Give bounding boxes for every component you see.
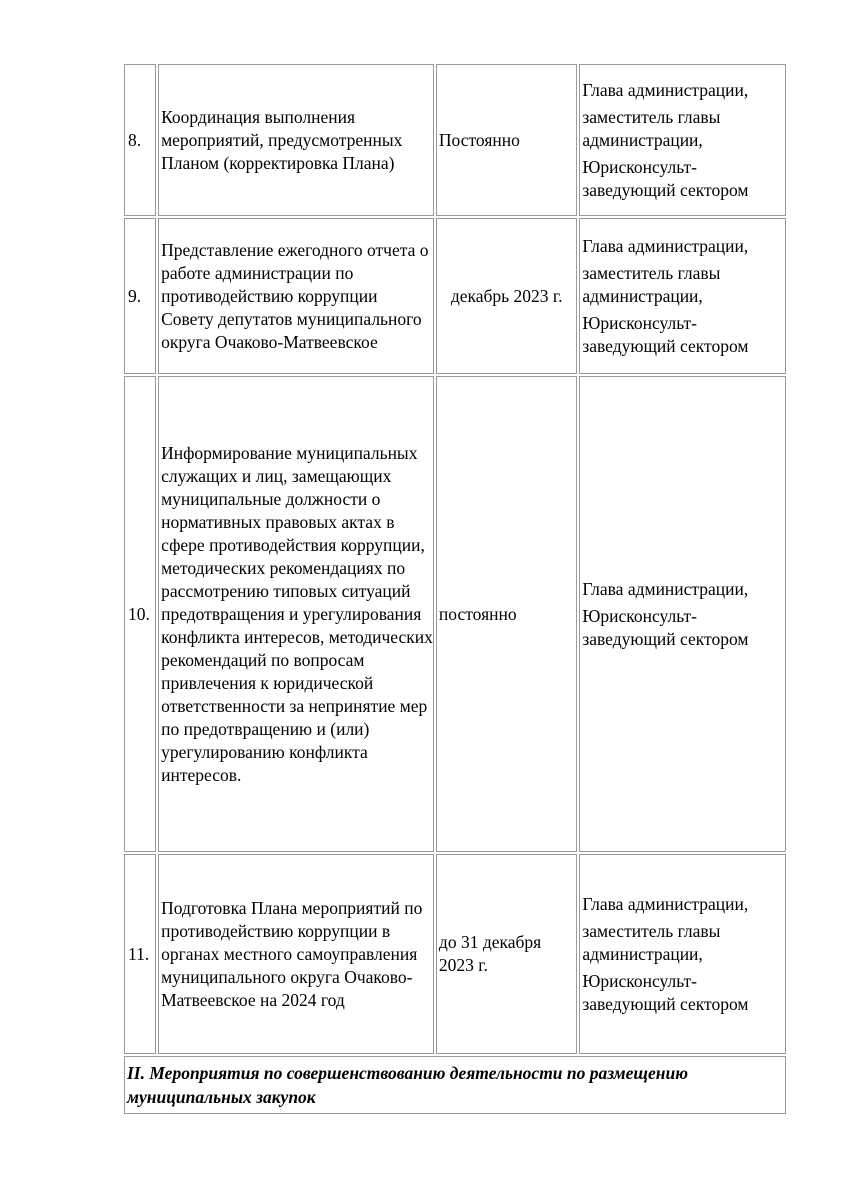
table-row bbox=[124, 218, 786, 374]
table-row bbox=[124, 854, 786, 1054]
section-heading-row bbox=[124, 1056, 786, 1114]
activity-cell bbox=[158, 854, 434, 1054]
responsible-line: Глава администрации, bbox=[582, 893, 749, 914]
responsible-line: Глава администрации, bbox=[582, 79, 749, 100]
responsible-line: заместитель главы администрации, bbox=[582, 262, 721, 306]
responsible-line: заместитель главы администрации, bbox=[582, 920, 721, 964]
row-number: 11. bbox=[128, 943, 150, 964]
row-number-cell bbox=[124, 854, 156, 1054]
row-number-cell bbox=[124, 64, 156, 216]
row-number-cell bbox=[124, 376, 156, 852]
row-number: 8. bbox=[128, 129, 142, 150]
responsible-line: Юрисконсульт-заведующий сектором bbox=[582, 156, 749, 200]
term-cell bbox=[436, 218, 577, 374]
row-number-cell bbox=[124, 218, 156, 374]
activity-description: Представление ежегодного отчета о работе администрации по противодействию коррупции Совету депутатов муниципального округа Очаково-Матвеевское bbox=[161, 239, 429, 352]
activity-description: Координация выполнения мероприятий, предусмотренных Планом (корректировка Плана) bbox=[161, 106, 403, 173]
responsible-line: Глава администрации, bbox=[582, 235, 749, 256]
responsible-line: Юрисконсульт-заведующий сектором bbox=[582, 970, 749, 1014]
term-text: до 31 декабря 2023 г. bbox=[438, 932, 542, 975]
term-text: декабрь 2023 г. bbox=[450, 285, 563, 306]
term-text: постоянно bbox=[438, 603, 517, 624]
activity-cell bbox=[158, 376, 434, 852]
activity-cell bbox=[158, 64, 434, 216]
table-row bbox=[124, 376, 786, 852]
activity-cell bbox=[158, 218, 434, 374]
responsible-line: Юрисконсульт-заведующий сектором bbox=[582, 312, 749, 356]
activity-description: Информирование муниципальных служащих и лиц, замещающих муниципальные должности о нормативных правовых актах в сфере противодействия коррупции, методических рекомендациях по рассмотрению типовых ситуаций предотвращения и урегулирования конфликта интересов, методических рекомендаций по вопросам привлечения к юридической ответственности за непринятие мер по предотвращению и (или) урегулированию конфликта интересов. bbox=[161, 442, 433, 785]
responsible-line: Глава администрации, bbox=[582, 578, 749, 599]
row-number: 10. bbox=[128, 603, 150, 624]
term-cell bbox=[436, 854, 577, 1054]
responsible-cell bbox=[579, 218, 786, 374]
anticorruption-plan-table bbox=[122, 62, 788, 1116]
term-cell bbox=[436, 376, 577, 852]
term-cell bbox=[436, 64, 577, 216]
table-row bbox=[124, 64, 786, 216]
responsible-cell bbox=[579, 376, 786, 852]
section-heading: II. Мероприятия по совершенствованию деятельности по размещению муниципальных закупок bbox=[124, 1056, 786, 1114]
responsible-line: Юрисконсульт-заведующий сектором bbox=[582, 605, 749, 649]
responsible-cell bbox=[579, 64, 786, 216]
row-number: 9. bbox=[128, 285, 142, 306]
responsible-line: заместитель главы администрации, bbox=[582, 106, 721, 150]
term-text: Постоянно bbox=[438, 129, 520, 150]
activity-description: Подготовка Плана мероприятий по противодействию коррупции в органах местного самоуправления муниципального округа Очаково-Матвеевское на 2024 год bbox=[161, 897, 423, 1010]
responsible-cell bbox=[579, 854, 786, 1054]
